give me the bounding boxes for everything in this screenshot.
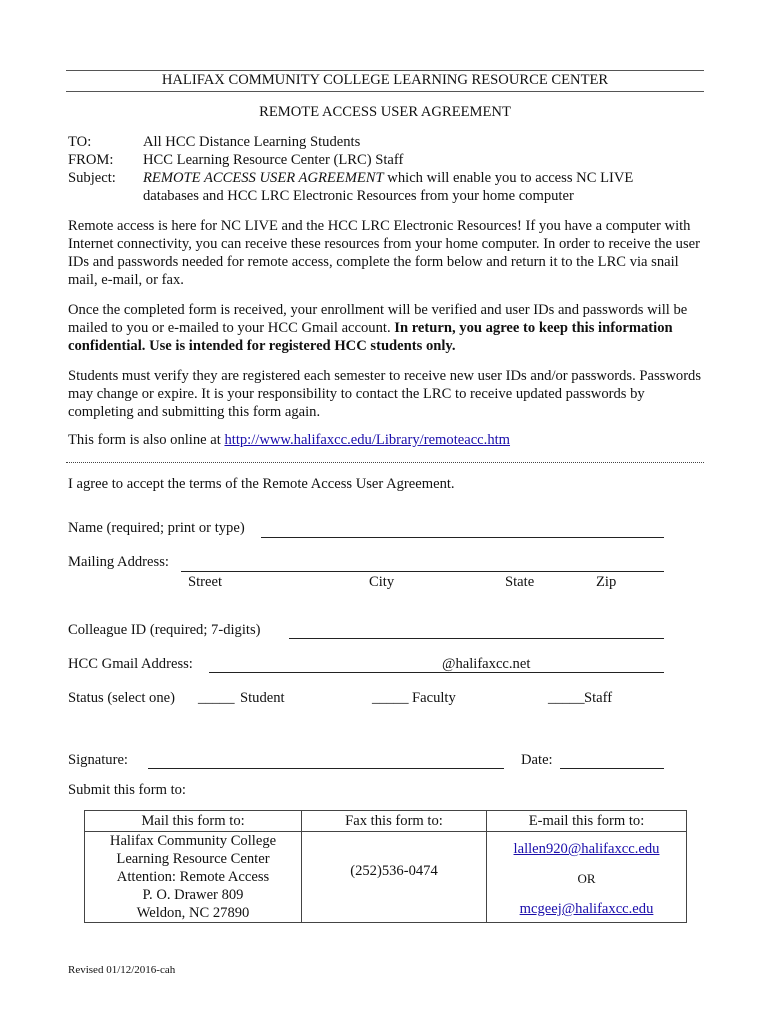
memo-to-label: TO: (68, 134, 92, 150)
document-subtitle: REMOTE ACCESS USER AGREEMENT (259, 104, 511, 120)
online-form-link[interactable]: http://www.halifaxcc.edu/Library/remoteacc.htm (224, 432, 511, 448)
document-title: HALIFAX COMMUNITY COLLEGE LEARNING RESOURCE CENTER (161, 72, 609, 88)
memo-subject-line2: databases and HCC LRC Electronic Resources from your home computer (143, 188, 574, 204)
mail-address-line: Learning Resource Center (116, 851, 270, 867)
status-student-blank[interactable]: _____ (198, 690, 235, 706)
email-or: OR (577, 871, 596, 886)
agreement-statement: I agree to accept the terms of the Remote Access User Agreement. (68, 476, 455, 492)
memo-from-value: HCC Learning Resource Center (LRC) Staff (143, 152, 404, 168)
status-staff-blank[interactable]: _____ (548, 690, 585, 706)
zip-caption: Zip (596, 574, 617, 590)
date-field[interactable] (560, 768, 664, 769)
date-label: Date: (521, 752, 553, 768)
revision-note: Revised 01/12/2016-cah (68, 964, 176, 976)
confidentiality-notice: In return, you agree to keep this information confidential. Use is intended for registered HCC students only. (68, 320, 673, 354)
status-label: Status (select one) (68, 690, 175, 706)
state-caption: State (505, 574, 535, 590)
mail-address-line: Weldon, NC 27890 (136, 905, 250, 921)
fax-number: (252)536-0474 (350, 863, 438, 879)
memo-subject-italic: REMOTE ACCESS USER AGREEMENT (143, 170, 384, 186)
email-link-2[interactable]: mcgeej@halifaxcc.edu (519, 901, 654, 917)
mail-address-cell (85, 832, 302, 923)
gmail-domain: @halifaxcc.net (442, 656, 531, 672)
status-student-label: Student (240, 690, 285, 706)
enrollment-text: Once the completed form is received, your enrollment will be verified and user IDs and passwords will be mailed to you or e-mailed to your HCC Gmail account. (68, 302, 688, 336)
memo-from-label: FROM: (68, 152, 114, 168)
verification-paragraph: Students must verify they are registered each semester to receive new user IDs and/or passwords. Passwords may change or expire. It is your responsibility to contact the LRC to receive updated passwords by completing and submitting this form again. (68, 368, 702, 420)
name-field[interactable] (261, 537, 664, 538)
gmail-label: HCC Gmail Address: (68, 656, 193, 672)
street-caption: Street (188, 574, 223, 590)
top-rule (66, 70, 704, 71)
title-underline (66, 91, 704, 92)
mail-address-line: Attention: Remote Access (116, 869, 270, 885)
intro-paragraph: Remote access is here for NC LIVE and the HCC LRC Electronic Resources! If you have a computer with Internet connectivity, you can receive these resources from your home computer. In order to receive the user IDs and passwords needed for remote access, complete the form below and return it to the LRC via snail mail, e-mail, or fax. (68, 218, 700, 288)
mail-address-line: Halifax Community College (109, 833, 277, 849)
enrollment-paragraph (68, 301, 704, 355)
gmail-field[interactable] (209, 672, 664, 673)
fax-number-cell (302, 832, 487, 923)
submit-label: Submit this form to: (68, 782, 186, 798)
mailing-address-field[interactable] (181, 571, 664, 572)
colleague-id-label: Colleague ID (required; 7-digits) (68, 622, 261, 638)
online-form-line (68, 432, 510, 449)
online-form-prefix: This form is also online at (68, 432, 225, 448)
signature-label: Signature: (68, 752, 128, 768)
signature-field[interactable] (148, 768, 504, 769)
name-label: Name (required; print or type) (68, 520, 245, 536)
email-link-1[interactable]: lallen920@halifaxcc.edu (513, 841, 660, 857)
mailing-address-label: Mailing Address: (68, 554, 169, 570)
email-header: E-mail this form to: (487, 811, 687, 832)
submission-table-header-row (85, 811, 687, 832)
status-faculty-label: Faculty (412, 690, 456, 706)
status-staff-label: Staff (584, 690, 613, 706)
submission-table (84, 810, 687, 923)
submission-table-body-row (85, 832, 687, 923)
memo-subject-rest: which will enable you to access NC LIVE (383, 170, 634, 186)
form-separator (66, 462, 704, 463)
mail-header: Mail this form to: (85, 811, 302, 832)
memo-to-value: All HCC Distance Learning Students (143, 134, 361, 150)
memo-subject-value (143, 170, 633, 187)
status-faculty-blank[interactable]: _____ (372, 690, 409, 706)
fax-header: Fax this form to: (302, 811, 487, 832)
colleague-id-field[interactable] (289, 638, 664, 639)
memo-subject-label: Subject: (68, 170, 116, 186)
email-address-cell (487, 832, 687, 923)
mail-address-line: P. O. Drawer 809 (142, 887, 244, 903)
city-caption: City (369, 574, 395, 590)
